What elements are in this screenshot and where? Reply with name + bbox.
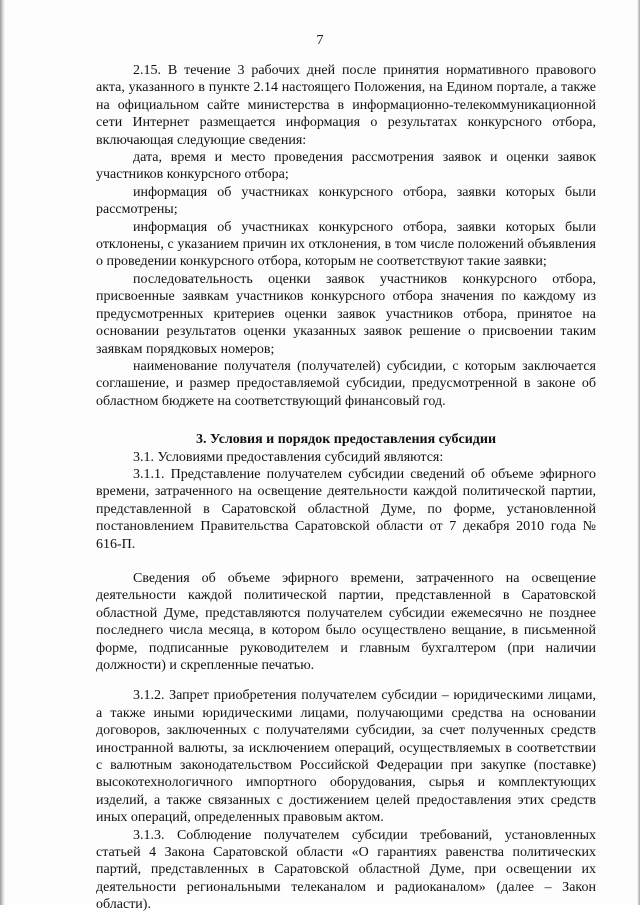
paragraph-2-15: 2.15. В течение 3 рабочих дней после принятия нормативного правового акта, указанного в пункте 2.14 настоящего Положения, на Едином портале, а также на официальном сайте министерства в информационно-телекоммуникационной сети Интернет размещается информация о результатах конкурсного отбора, включающая следующие сведения: bbox=[96, 63, 596, 148]
paragraph-3-1-1: 3.1.1. Представление получателем субсидии сведений об объеме эфирного времени, затраченного на освещение деятельности каждой политической партии, представленной в Саратовской областной Думе, по форме, установленной постановлением Правительства Саратовской области от 7 декабря 2010 года № 616-П. bbox=[96, 466, 596, 552]
list-item-considered: информация об участниках конкурсного отбора, заявки которых были рассмотрены; bbox=[96, 184, 596, 218]
scan-edge-left bbox=[0, 0, 5, 905]
list-item-date-time: дата, время и место проведения рассмотрения заявок и оценки заявок участников конкурсного отбора; bbox=[96, 150, 596, 183]
list-item-evaluation-order: последовательность оценки заявок участников конкурсного отбора, присвоенные заявкам участников конкурсного отбора значения по каждому из предусмотренных критериев оценки заявок участников отбора, принятое на основании результатов оценки указанных заявок решение о присвоении таким заявкам порядковых номеров; bbox=[96, 271, 596, 357]
list-item-recipient: наименование получателя (получателей) субсидии, с которым заключается соглашение, и размер предоставляемой субсидии, предусмотренной в законе об областном бюджете на соответствующий финансовый год. bbox=[96, 358, 596, 409]
paragraph-3-1-1-details: Сведения об объеме эфирного времени, затраченного на освещение деятельности каждой политической партии, представленной в Саратовской областной Думе, представляются получателем субсидии ежемесячно не позднее последнего числа месяца, в котором было осуществлено вещание, в письменной форме, подписанные руководителем и главным бухгалтером (при наличии должности) и скрепленные печатью. bbox=[96, 570, 596, 673]
section-3-heading: 3. Условия и порядок предоставления субсидии bbox=[195, 432, 497, 448]
paragraph-3-1: 3.1. Условиями предоставления субсидий являются: bbox=[133, 449, 444, 465]
page-number: 7 bbox=[316, 33, 324, 48]
list-item-rejected: информация об участниках конкурсного отбора, заявки которых были отклонены, с указанием причин их отклонения, в том числе положений объявления о проведении конкурсного отбора, которым не соответствуют такие заявки; bbox=[96, 219, 596, 270]
paragraph-3-1-3: 3.1.3. Соблюдение получателем субсидии требований, установленных статьей 4 Закона Саратовской области «О гарантиях равенства политических партий, представленных в Саратовской областной Думе, при освещении их деятельности региональными телеканалом и радиоканалом» (далее – Закон области). bbox=[96, 827, 596, 913]
document-body bbox=[96, 62, 596, 914]
paragraph-3-1-2: 3.1.2. Запрет приобретения получателем субсидии – юридическими лицами, а также иными юридическими лицами, получающими средства на основании договоров, заключенных с получателями субсидии, за счет полученных средств иностранной валюты, за исключением операций, осуществляемых в соответствии с валютным законодательством Российской Федерации при закупке (поставке) высокотехнологичного импортного оборудования, сырья и комплектующих изделий, а также связанных с достижением целей предоставления этих средств иных операций, определенных правовым актом. bbox=[96, 688, 596, 826]
